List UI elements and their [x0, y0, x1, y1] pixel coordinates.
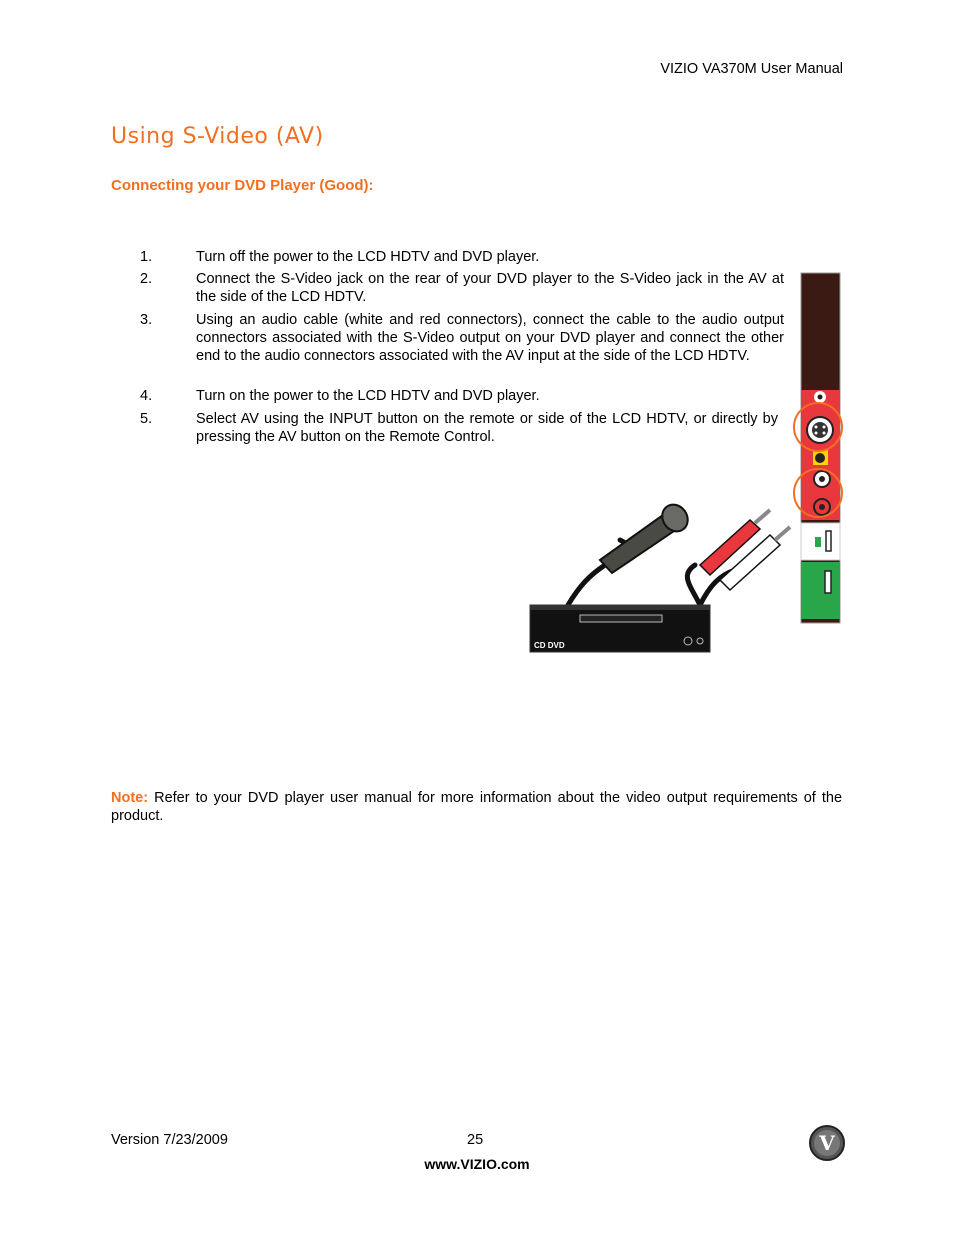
rca-red-plug	[700, 510, 770, 575]
footer-version: Version 7/23/2009	[111, 1132, 228, 1148]
header-manual-title: VIZIO VA370M User Manual	[660, 61, 843, 77]
logo-letter: V	[819, 1131, 835, 1155]
step-number: 2.	[140, 271, 153, 287]
dvd-player	[530, 605, 710, 652]
step-number: 1.	[140, 249, 153, 265]
step-text: Using an audio cable (white and red connectors), connect the cable to the audio output connectors associated with the S-Video output on your DVD player and connect the other end to the audio connectors associated with the AV input at the side of the LCD HDTV.	[196, 312, 784, 364]
dvd-player-label: CD DVD	[534, 641, 565, 650]
step-text: Select AV using the INPUT button on the remote or side of the LCD HDTV, or directly by pressing the AV button on the Remote Control.	[196, 411, 778, 445]
section-subtitle: Connecting your DVD Player (Good):	[111, 177, 374, 194]
note-paragraph	[111, 789, 842, 825]
note-label: Note:	[111, 790, 149, 806]
step-number: 3.	[140, 312, 153, 328]
vizio-logo	[808, 1124, 846, 1162]
note-text: Refer to your DVD player user manual for more information about the video output requirements of the product.	[111, 790, 843, 824]
footer-page-number: 25	[467, 1132, 484, 1148]
step-text: Turn off the power to the LCD HDTV and DVD player.	[196, 249, 540, 265]
step-number: 4.	[140, 388, 153, 404]
step-text: Connect the S-Video jack on the rear of your DVD player to the S-Video jack in the AV at the side of the LCD HDTV.	[196, 271, 784, 305]
rca-white-plug	[720, 527, 790, 590]
section-title: Using S-Video (AV)	[111, 124, 324, 149]
footer-url: www.VIZIO.com	[424, 1156, 530, 1172]
step-number: 5.	[140, 411, 153, 427]
dvd-connection-illustration	[520, 265, 850, 660]
svideo-plug	[600, 500, 693, 573]
step-text: Turn on the power to the LCD HDTV and DVD player.	[196, 388, 540, 404]
